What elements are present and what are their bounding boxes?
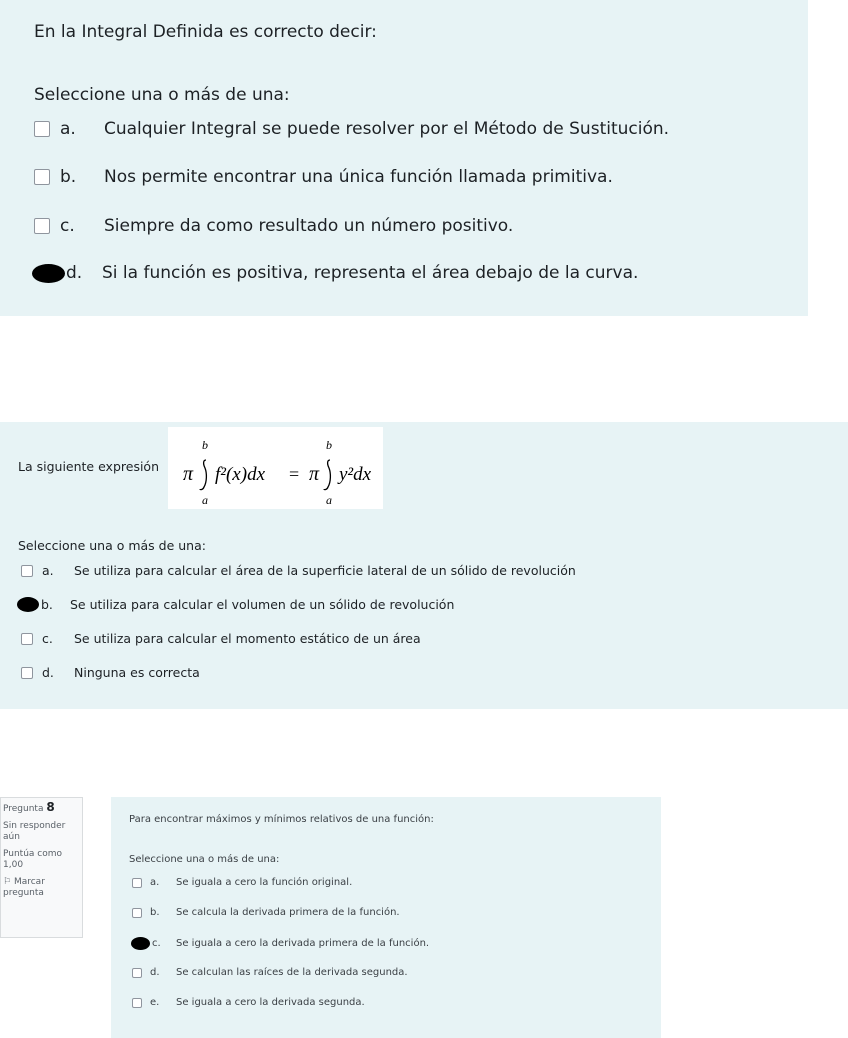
ink-mark-icon[interactable] [32, 264, 65, 283]
lower-limit-left: a [202, 493, 208, 507]
q1-option-c[interactable] [34, 216, 513, 236]
option-letter: c. [60, 216, 75, 236]
ink-mark-icon[interactable] [131, 937, 150, 950]
checkbox[interactable] [132, 908, 142, 918]
option-text: Se utiliza para calcular el área de la superficie lateral de un sólido de revolución [74, 563, 576, 578]
checkbox[interactable] [132, 878, 142, 888]
question-1-box [0, 0, 808, 316]
option-letter: d. [66, 263, 83, 283]
question-number-label: Pregunta [3, 804, 44, 814]
upper-limit-right: b [326, 438, 332, 452]
upper-limit-left: b [202, 438, 208, 452]
option-letter: d. [42, 665, 54, 680]
flag-question-label: Marcar pregunta [3, 877, 45, 898]
question-info-panel [0, 797, 83, 938]
svg-text:π: π [309, 463, 320, 485]
option-letter: c. [42, 631, 53, 646]
flag-question-link[interactable] [3, 877, 80, 899]
svg-text:=: = [289, 464, 300, 484]
option-letter: a. [60, 119, 76, 139]
question-score: Puntúa como 1,00 [3, 849, 63, 870]
q3-option-c[interactable] [132, 937, 429, 950]
q2-option-c[interactable] [21, 631, 421, 646]
checkbox[interactable] [21, 667, 33, 679]
question-3-prompt: Seleccione una o más de una: [129, 854, 280, 865]
question-number [3, 802, 80, 815]
option-letter: b. [60, 167, 77, 187]
checkbox[interactable] [34, 218, 50, 234]
question-1-prompt: Seleccione una o más de una: [34, 85, 290, 105]
q3-option-b[interactable] [132, 907, 400, 918]
question-3-text: Para encontrar máximos y mínimos relativos de una función: [129, 814, 434, 825]
checkbox[interactable] [21, 633, 33, 645]
question-3-box [111, 797, 661, 1038]
option-text: Se iguala a cero la derivada segunda. [176, 997, 365, 1008]
svg-text:π: π [183, 463, 194, 485]
checkbox[interactable] [34, 169, 50, 185]
option-text: Se utiliza para calcular el volumen de un sólido de revolución [70, 597, 455, 612]
q3-option-e[interactable] [132, 997, 365, 1008]
option-letter: a. [42, 563, 54, 578]
checkbox[interactable] [132, 968, 142, 978]
option-text: Se iguala a cero la función original. [176, 877, 353, 888]
option-letter: d. [150, 967, 160, 978]
question-status: Sin responder aún [3, 821, 66, 842]
right-integrand: y²dx [339, 464, 372, 485]
lower-limit-right: a [326, 493, 332, 507]
q2-option-d[interactable] [21, 665, 200, 680]
option-text: Si la función es positiva, representa el área debajo de la curva. [102, 263, 639, 283]
left-integrand: f²(x)dx [215, 464, 265, 485]
option-letter: e. [150, 997, 160, 1008]
question-2-prompt: Seleccione una o más de una: [18, 538, 206, 553]
question-number-value: 8 [46, 800, 55, 814]
checkbox[interactable] [132, 998, 142, 1008]
q1-option-d[interactable] [34, 263, 638, 283]
question-2-box [0, 422, 848, 709]
option-text: Ninguna es correcta [74, 665, 200, 680]
option-text: Se calculan las raíces de la derivada segunda. [176, 967, 408, 978]
option-letter: a. [150, 877, 160, 888]
q3-option-d[interactable] [132, 967, 408, 978]
option-text: Se utiliza para calcular el momento estático de un área [74, 631, 421, 646]
option-text: Se iguala a cero la derivada primera de la función. [176, 938, 430, 949]
question-1-text: En la Integral Definida es correcto decir: [34, 22, 377, 42]
option-letter: c. [152, 938, 161, 949]
q1-option-a[interactable] [34, 119, 669, 139]
option-letter: b. [150, 907, 160, 918]
checkbox[interactable] [34, 121, 50, 137]
option-text: Cualquier Integral se puede resolver por el Método de Sustitución. [104, 119, 670, 139]
q2-option-a[interactable] [21, 563, 576, 578]
option-text: Se calcula la derivada primera de la función. [176, 907, 400, 918]
q1-option-b[interactable] [34, 167, 613, 187]
integral-formula-image [168, 427, 383, 509]
checkbox[interactable] [21, 565, 33, 577]
q3-option-a[interactable] [132, 877, 352, 888]
option-text: Nos permite encontrar una única función llamada primitiva. [104, 167, 613, 187]
ink-mark-icon[interactable] [17, 597, 39, 612]
question-2-text: La siguiente expresión [18, 459, 160, 474]
option-text: Siempre da como resultado un número positivo. [104, 216, 514, 236]
option-letter: b. [41, 597, 53, 612]
flag-icon: ⚐ [3, 877, 12, 887]
q2-option-b[interactable] [21, 597, 454, 612]
